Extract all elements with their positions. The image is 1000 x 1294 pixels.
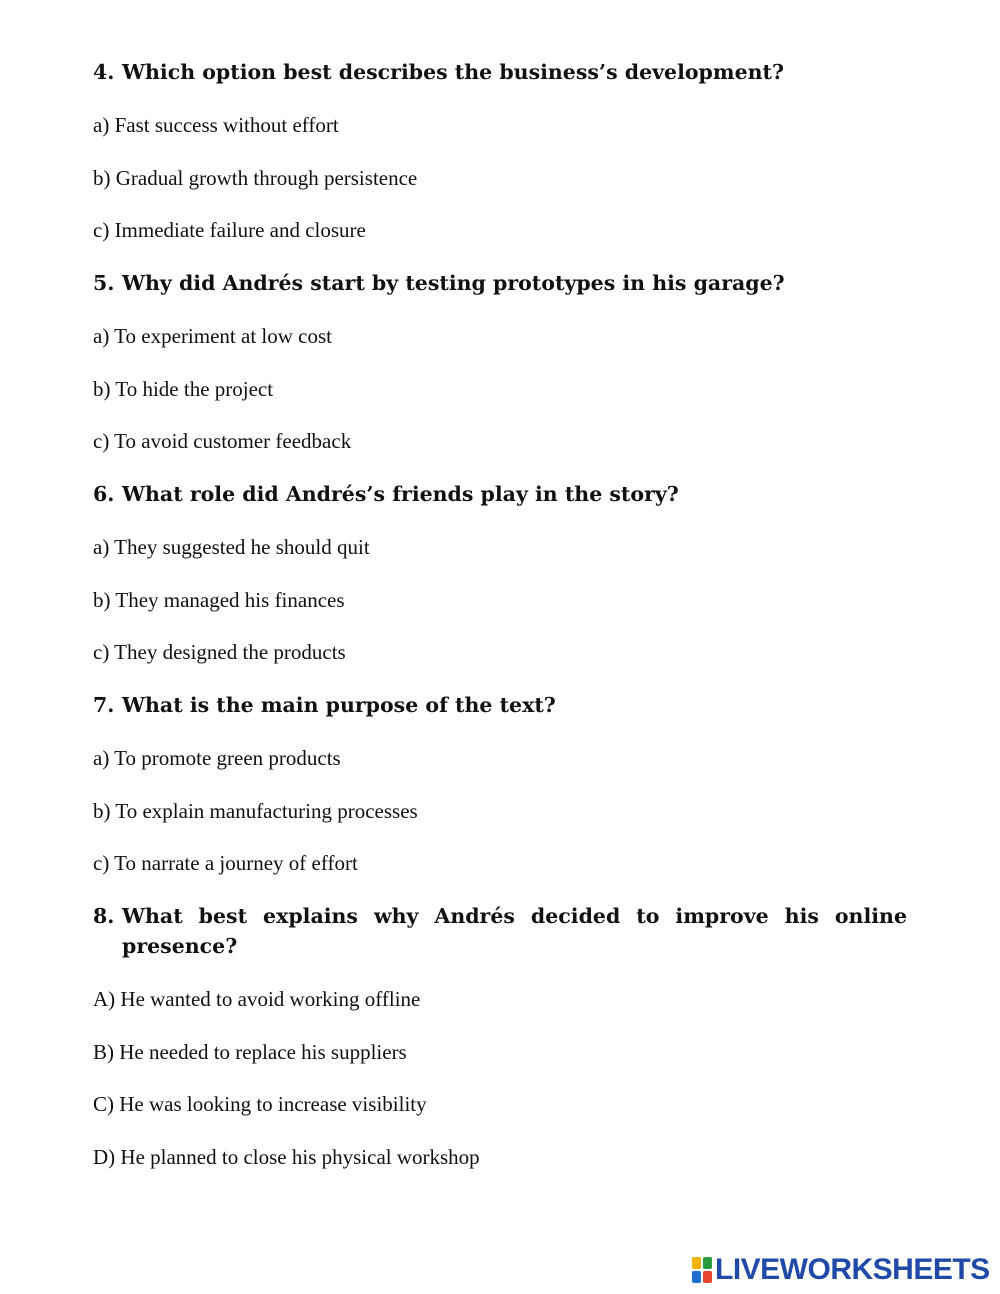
option-8a[interactable]: A) He wanted to avoid working offline xyxy=(93,987,421,1011)
question-number: 6. xyxy=(93,482,115,506)
logo-text: LIVEWORKSHEETS xyxy=(715,1253,990,1286)
option-4a[interactable]: a) Fast success without effort xyxy=(93,113,339,137)
logo-square-yellow xyxy=(692,1257,701,1269)
option-4c[interactable]: c) Immediate failure and closure xyxy=(93,218,366,242)
question-8 xyxy=(93,901,907,961)
question-5 xyxy=(93,268,907,298)
question-number: 4. xyxy=(93,60,115,84)
option-7b[interactable]: b) To explain manufacturing processes xyxy=(93,799,418,823)
question-4 xyxy=(93,57,907,87)
option-5a[interactable]: a) To experiment at low cost xyxy=(93,324,332,348)
question-text: What is the main purpose of the text? xyxy=(122,693,556,717)
option-8c[interactable]: C) He was looking to increase visibility xyxy=(93,1092,427,1116)
liveworksheets-logo-icon xyxy=(692,1257,712,1283)
question-number: 5. xyxy=(93,271,115,295)
option-8b[interactable]: B) He needed to replace his suppliers xyxy=(93,1040,407,1064)
question-number: 7. xyxy=(93,693,115,717)
question-text: What role did Andrés’s friends play in the story? xyxy=(122,482,679,506)
question-text: What best explains why Andrés decided to improve his online presence? xyxy=(122,904,907,958)
question-number: 8. xyxy=(93,904,115,928)
option-6c[interactable]: c) They designed the products xyxy=(93,640,346,664)
logo-square-red xyxy=(703,1271,712,1283)
question-7 xyxy=(93,690,907,720)
option-6a[interactable]: a) They suggested he should quit xyxy=(93,535,370,559)
question-6 xyxy=(93,479,907,509)
option-7a[interactable]: a) To promote green products xyxy=(93,746,341,770)
logo-square-green xyxy=(703,1257,712,1269)
question-text: Why did Andrés start by testing prototypes in his garage? xyxy=(122,271,785,295)
option-5c[interactable]: c) To avoid customer feedback xyxy=(93,429,352,453)
option-4b[interactable]: b) Gradual growth through persistence xyxy=(93,166,418,190)
option-5b[interactable]: b) To hide the project xyxy=(93,377,274,401)
option-7c[interactable]: c) To narrate a journey of effort xyxy=(93,851,358,875)
option-6b[interactable]: b) They managed his finances xyxy=(93,588,345,612)
liveworksheets-logo xyxy=(692,1254,990,1286)
option-8d[interactable]: D) He planned to close his physical workshop xyxy=(93,1145,480,1169)
question-text: Which option best describes the business’s development? xyxy=(122,60,784,84)
logo-square-blue xyxy=(692,1271,701,1283)
